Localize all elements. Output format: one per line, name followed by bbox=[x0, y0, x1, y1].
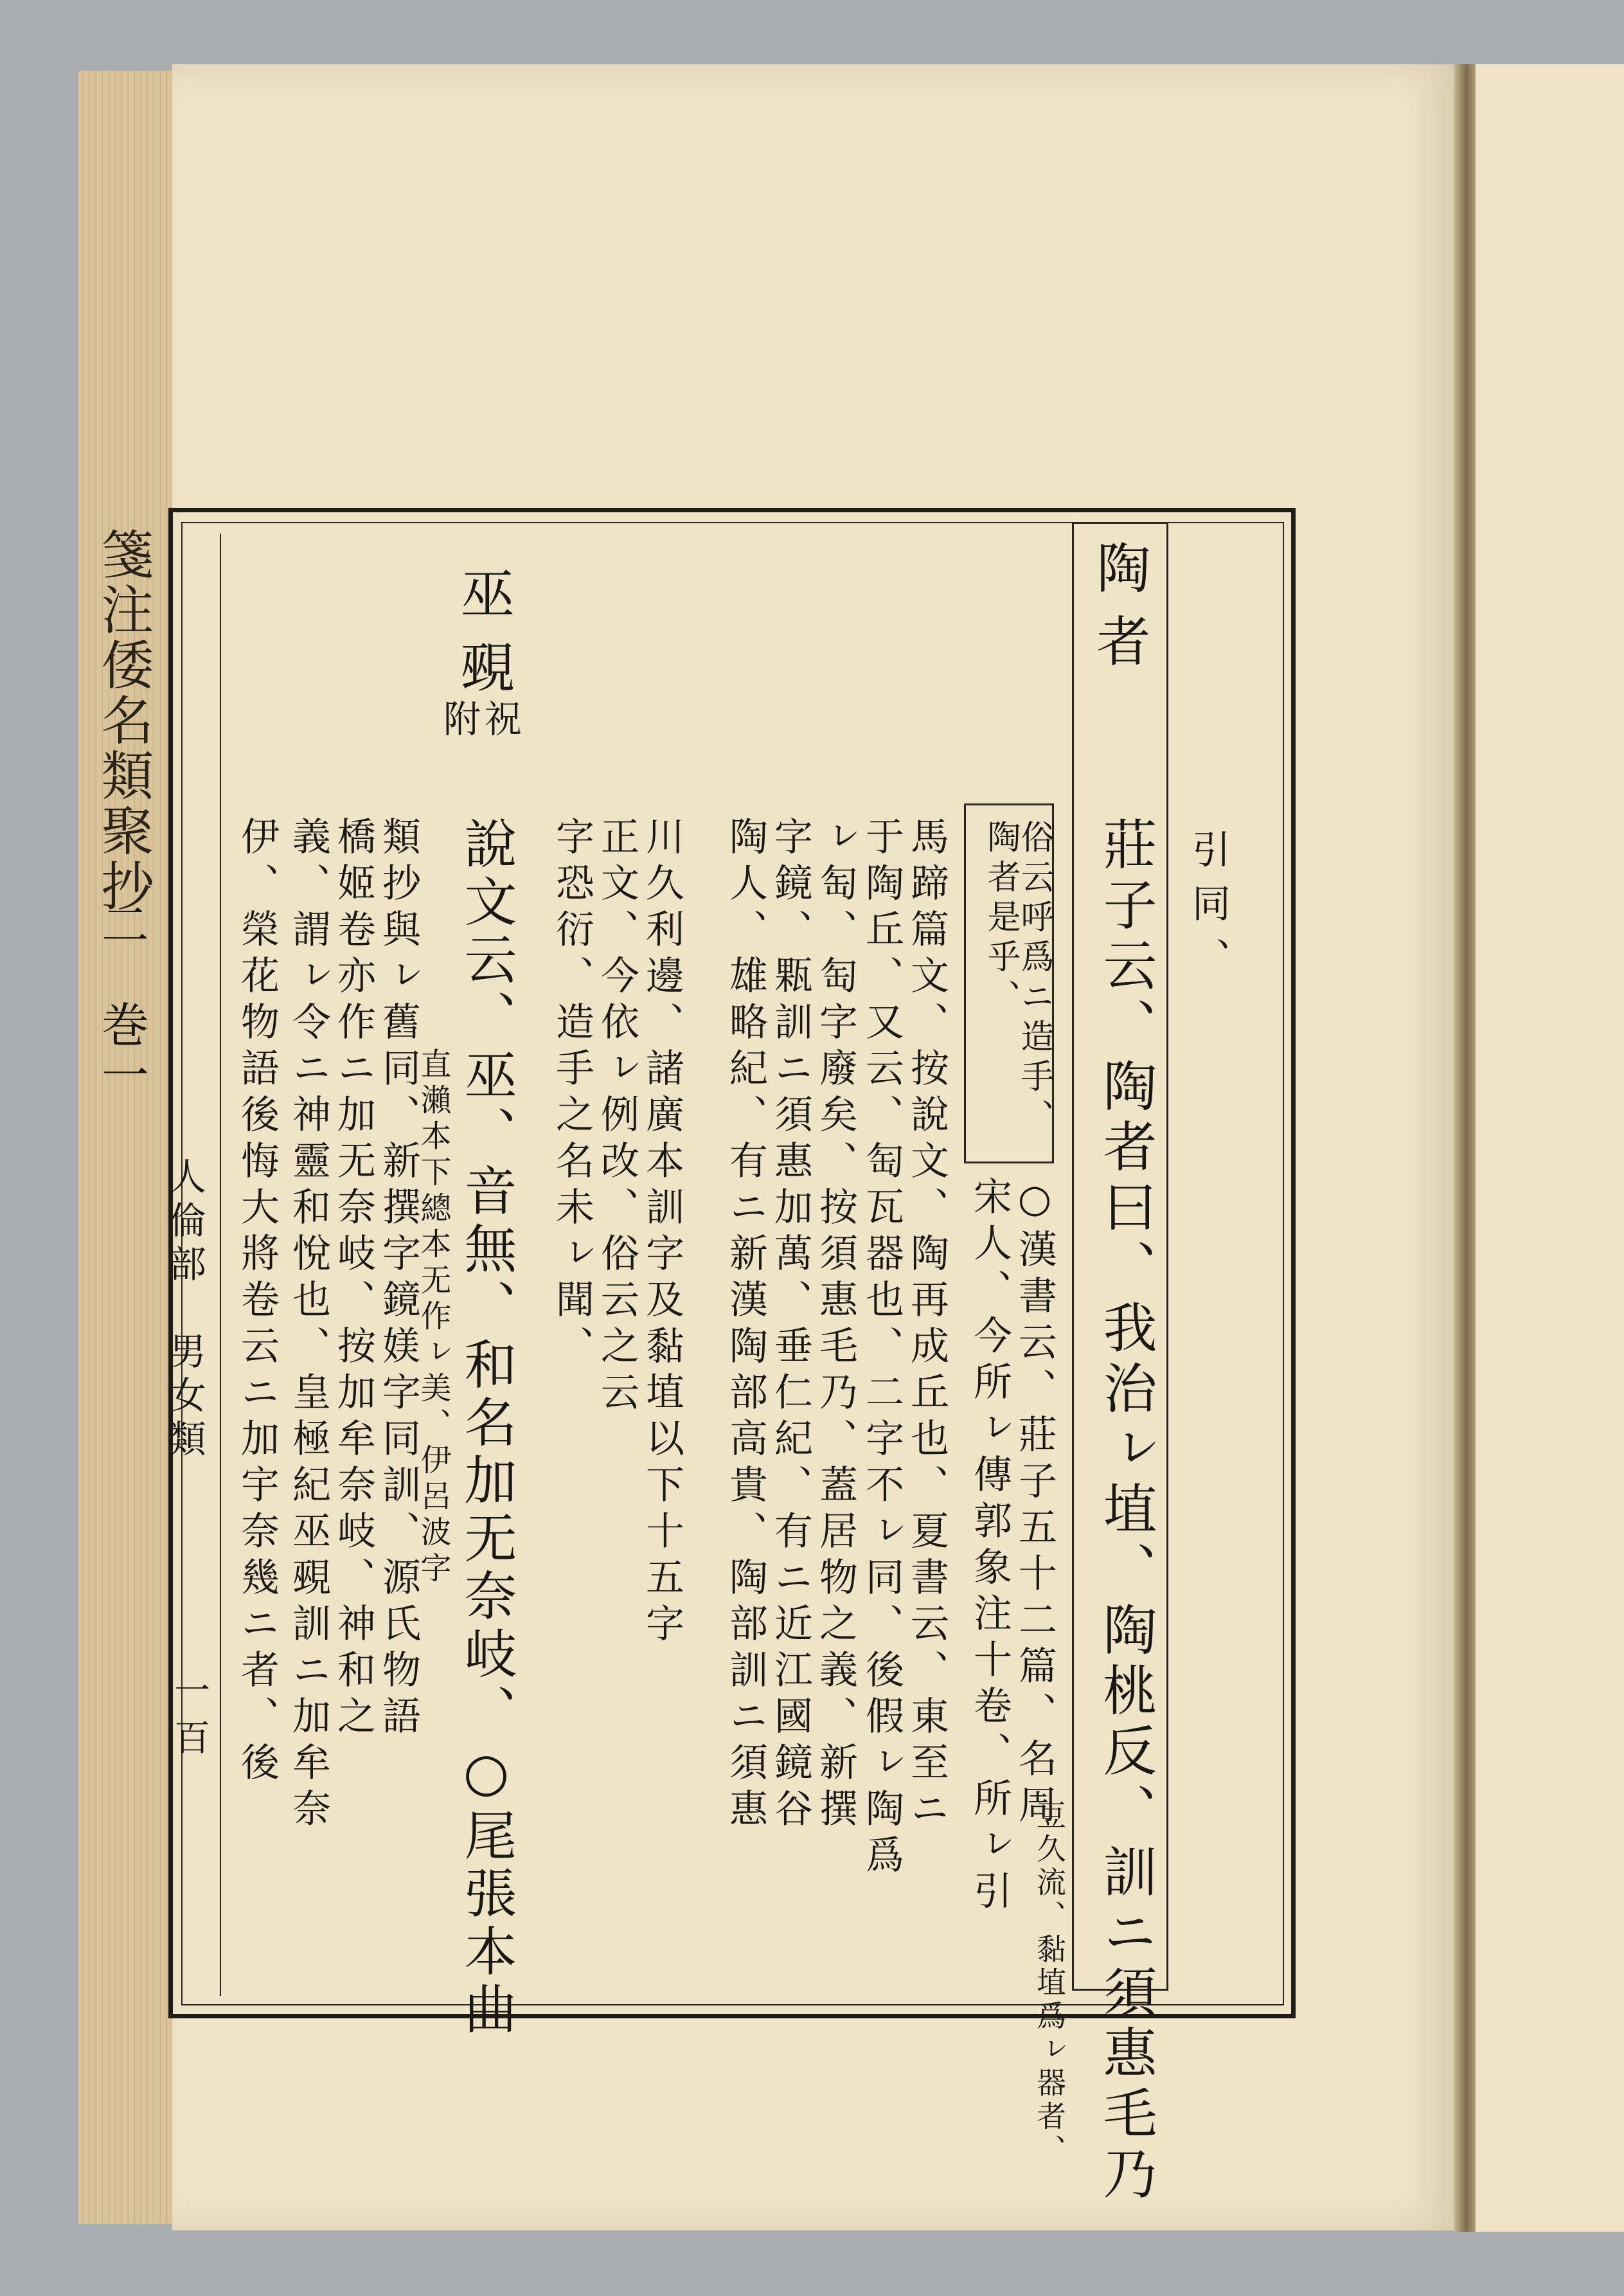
note-col-4: 于陶丘、又云、匋瓦器也、二字不ㇾ同、後假ㇾ陶爲 bbox=[859, 816, 904, 1881]
entry-toucha-text-1: 莊子云、陶者曰、我治ㇾ埴、陶桃反、訓ニ須惠毛乃 bbox=[1094, 816, 1157, 2206]
note-col-12: 類抄與ㇾ舊同、新撰字鏡媄字同訓、源氏物語 bbox=[376, 816, 421, 1742]
note-col-8: 川久利邊、諸廣本訓字及黏埴以下十五字 bbox=[639, 816, 684, 1649]
note-col-14: 義、謂ㇾ令ニ神靈和悅也、皇極紀巫覡訓ニ加牟奈 bbox=[286, 816, 331, 1834]
page-edges bbox=[78, 71, 175, 2224]
note-col-7: 陶人、雄略紀、有ニ新漢陶部高貴、陶部訓ニ須惠 bbox=[723, 816, 768, 1834]
entry-fugeki-text: 說文云、巫、音無、和名加无奈岐、○尾張本曲 bbox=[456, 816, 517, 2040]
margin-page-number: 一百 bbox=[168, 1671, 210, 1766]
margin-section: 人倫部 男女類 bbox=[163, 1157, 206, 1463]
right-page bbox=[1476, 64, 1624, 2232]
entry-heading-toucha: 陶者 bbox=[1088, 540, 1151, 686]
note-col-10: 字恐衍、造手之名未ㇾ聞、 bbox=[549, 816, 594, 1372]
note-col-6: 字鏡、㼫訓ニ須惠加萬、垂仁紀、有ニ近江國鏡谷 bbox=[768, 816, 813, 1834]
note-col-9: 正文、今依ㇾ例改、俗云之云 bbox=[594, 816, 639, 1418]
note-col-5: ㇾ匋、匋字廢矣、按須惠毛乃、蓋居物之義、新撰 bbox=[813, 816, 858, 1834]
note-col-3: 馬蹄篇文、按說文、陶再成丘也、夏書云、東至ニ bbox=[904, 816, 949, 1834]
margin-volume: 二 巻一 bbox=[94, 900, 149, 1100]
note-col-11: 直瀨本下總本无作ㇾ美、伊呂波字 bbox=[415, 1048, 451, 1588]
note-col-13: 橋姬卷亦作ニ加无奈岐、按加牟奈岐、神和之 bbox=[331, 816, 376, 1742]
note-col-1: 宋人、今所ㇾ傳郭象注十卷、所ㇾ引 bbox=[967, 1176, 1012, 1917]
entry-toucha-text-2: 豆久流、黏埴爲ㇾ器者、 bbox=[1032, 1800, 1067, 2167]
note-col-2: ○漢書云、莊子五十二篇、名周 bbox=[1012, 1176, 1057, 1831]
entry-fugeki-subheading-horizontal: 附祝 bbox=[443, 697, 526, 741]
margin-title: 箋注倭名類聚抄 bbox=[93, 527, 154, 914]
rule-left-edge bbox=[220, 534, 221, 1996]
entry-heading-fugeki: 巫覡 bbox=[452, 566, 515, 712]
note-top-small: 引同、 bbox=[1186, 829, 1231, 991]
note-col-15: 伊、榮花物語後悔大將卷云ニ加宇奈幾ニ者、後 bbox=[235, 816, 280, 1788]
book-gutter bbox=[1454, 64, 1477, 2232]
note-boxed-text: 俗云呼爲ニ造手、陶者是乎、 bbox=[981, 820, 1053, 1138]
